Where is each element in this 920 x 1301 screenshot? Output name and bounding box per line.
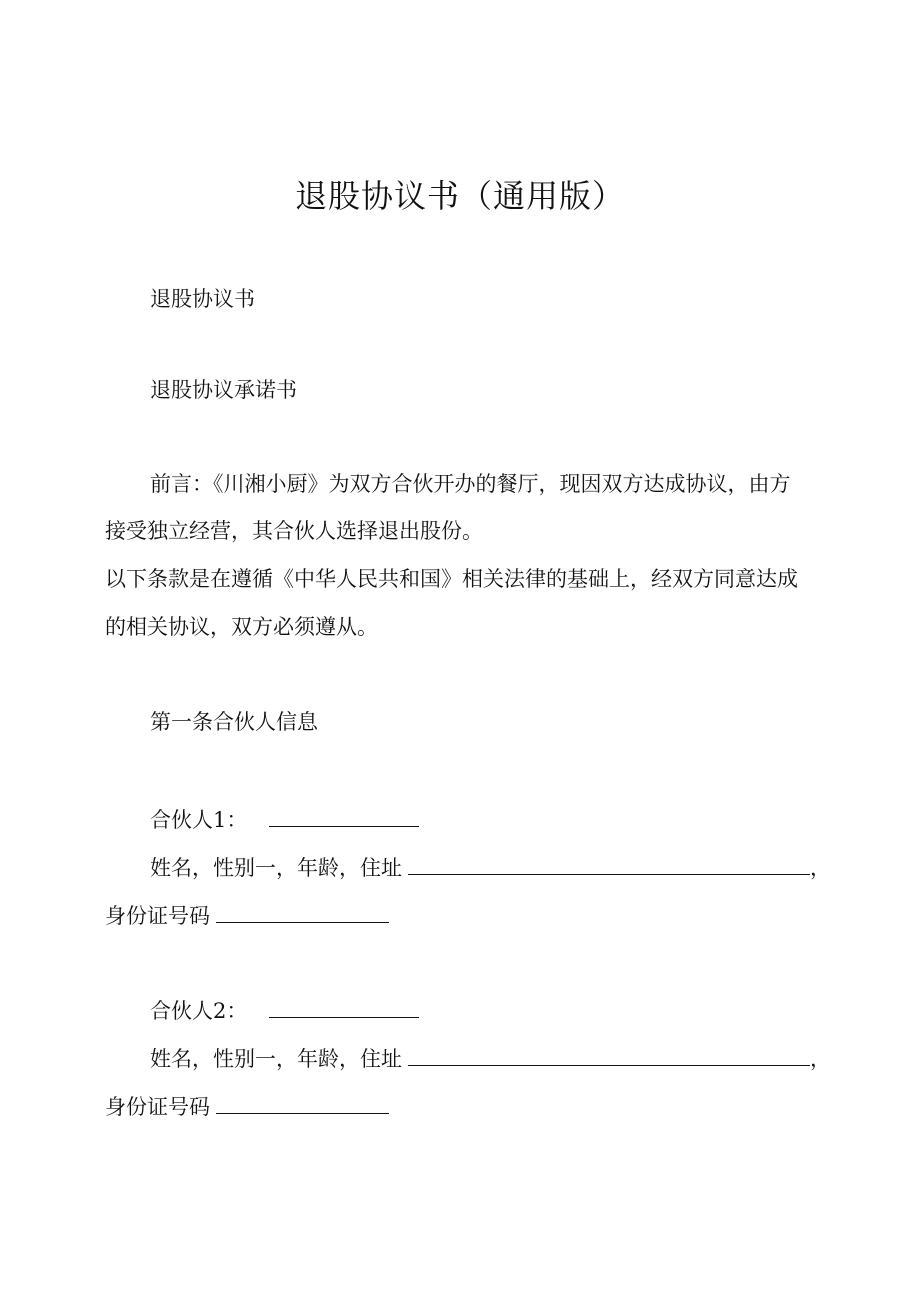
article-1-title: 第一条合伙人信息: [150, 710, 318, 734]
partner-1-info-row: [150, 852, 831, 883]
partner-2-id-blank[interactable]: [216, 1091, 389, 1114]
partner-1-id-blank[interactable]: [216, 900, 389, 923]
partner-1-id-row: [105, 900, 389, 931]
partner-2-address-blank[interactable]: [408, 1043, 810, 1066]
clause-line-1: 以下条款是在遵循《中华人民共和国》相关法律的基础上，经双方同意达成: [105, 567, 798, 591]
clause-line-2: 的相关协议，双方必须遵从。: [105, 615, 378, 639]
partner-2-id-label: 身份证号码: [105, 1095, 210, 1119]
partner-1-address-blank[interactable]: [408, 852, 810, 875]
partner-2-id-row: [105, 1091, 389, 1122]
heading-withdrawal-commitment: 退股协议承诺书: [150, 378, 297, 402]
partner-2-info-label: 姓名，性别一，年龄，住址: [150, 1047, 402, 1071]
partner-2-name-blank[interactable]: [269, 995, 419, 1018]
partner-1-info-comma: ，: [810, 856, 831, 880]
partner-2-info-comma: ，: [810, 1047, 831, 1071]
partner-1-label: 合伙人1：: [150, 808, 248, 832]
partner-1-info-label: 姓名，性别一，年龄，住址: [150, 856, 402, 880]
document-title: 退股协议书（通用版）: [294, 177, 625, 215]
preface-line-1: 前言：《川湘小厨》为双方合伙开办的餐厅，现因双方达成协议，由方: [150, 472, 791, 496]
heading-withdrawal-agreement: 退股协议书: [150, 287, 255, 311]
partner-1-row: [150, 804, 419, 835]
partner-2-label: 合伙人2：: [150, 999, 248, 1023]
partner-1-name-blank[interactable]: [269, 804, 419, 827]
partner-1-id-label: 身份证号码: [105, 904, 210, 928]
partner-2-info-row: [150, 1043, 831, 1074]
preface-line-2: 接受独立经营，其合伙人选择退出股份。: [105, 519, 483, 543]
partner-2-row: [150, 995, 419, 1026]
